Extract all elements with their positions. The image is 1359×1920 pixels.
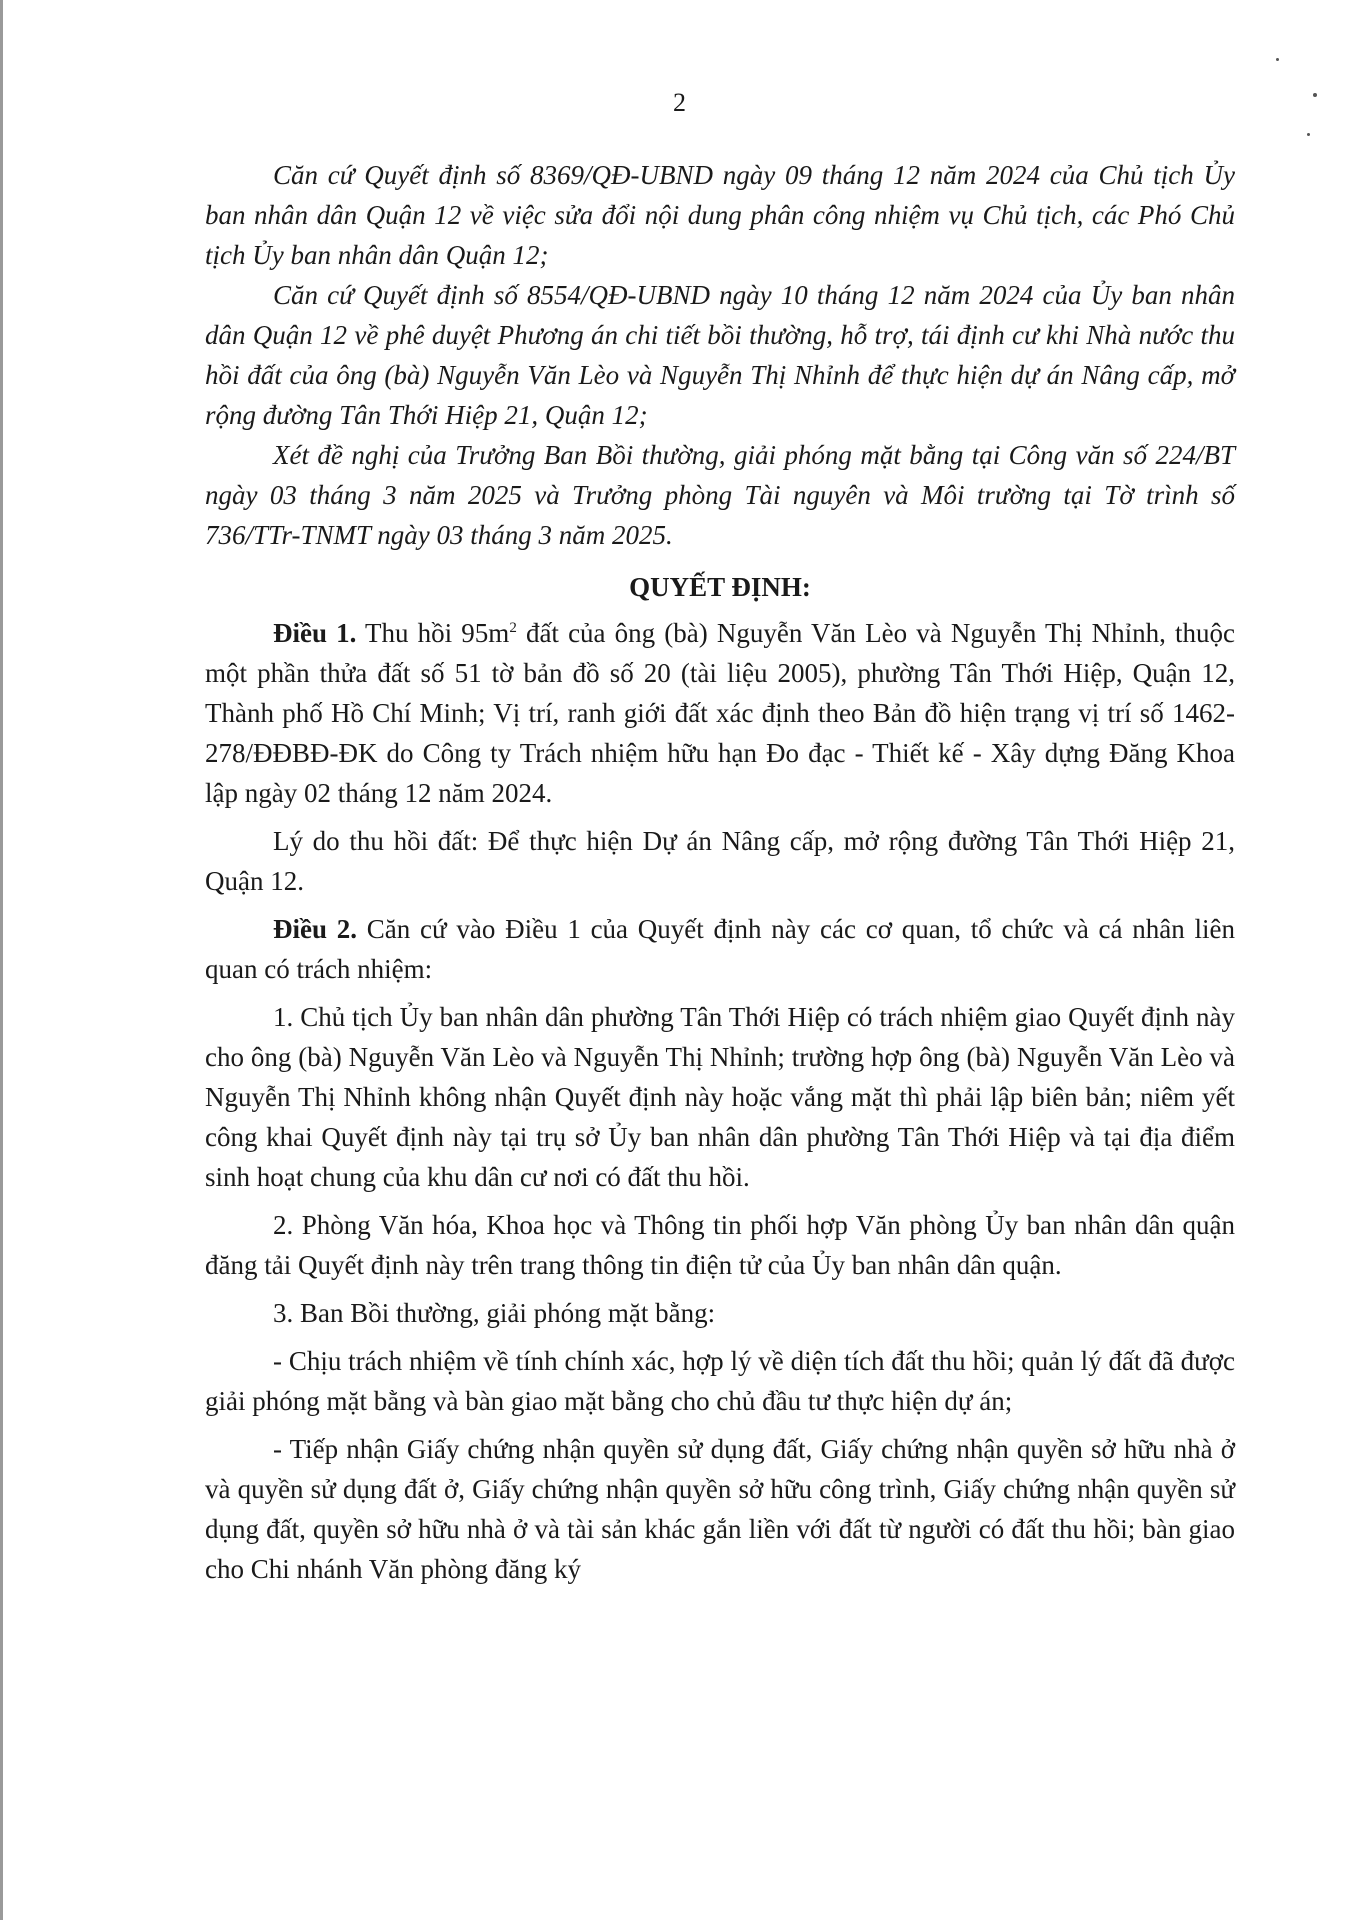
article-2-paragraph xyxy=(205,909,1235,989)
page-number: 2 xyxy=(673,88,686,117)
article-2-item: - Chịu trách nhiệm về tính chính xác, hợp lý về diện tích đất thu hồi; quản lý đất đã được giải phóng mặt bằng và bàn giao mặt bằng cho chủ đầu tư thực hiện dự án; xyxy=(205,1346,1235,1416)
scan-speck xyxy=(1276,58,1279,61)
preamble-paragraph: Căn cứ Quyết định số 8554/QĐ-UBND ngày 10 tháng 12 năm 2024 của Ủy ban nhân dân Quận 12 về phê duyệt Phương án chi tiết bồi thường, hỗ trợ, tái định cư khi Nhà nước thu hồi đất của ông (bà) Nguyễn Văn Lèo và Nguyễn Thị Nhỉnh để thực hiện dự án Nâng cấp, mở rộng đường Tân Thới Hiệp 21, Quận 12; xyxy=(205,280,1235,430)
article-1-text-end: đất của ông (bà) Nguyễn Văn Lèo và Nguyễn Thị Nhỉnh, thuộc một phần thửa đất số 51 tờ bản đồ số 20 (tài liệu 2005), phường Tân Thới Hiệp, Quận 12, Thành phố Hồ Chí Minh; Vị trí, ranh giới đất xác định theo Bản đồ hiện trạng vị trí số 1462-278/ĐĐBĐ-ĐK do Công ty Trách nhiệm hữu hạn Đo đạc - Thiết kế - Xây dựng Đăng Khoa lập ngày 02 tháng 12 năm 2024. xyxy=(205,618,1235,808)
article-2-item: 1. Chủ tịch Ủy ban nhân dân phường Tân Thới Hiệp có trách nhiệm giao Quyết định này cho ông (bà) Nguyễn Văn Lèo và Nguyễn Thị Nhỉnh; trường hợp ông (bà) Nguyễn Văn Lèo và Nguyễn Thị Nhỉnh không nhận Quyết định này hoặc vắng mặt thì phải lập biên bản; niêm yết công khai Quyết định này tại trụ sở Ủy ban nhân dân phường Tân Thới Hiệp và tại địa điểm sinh hoạt chung của khu dân cư nơi có đất thu hồi. xyxy=(205,1002,1235,1192)
article-1-label: Điều 1. xyxy=(273,618,357,648)
preamble-paragraph: Xét đề nghị của Trưởng Ban Bồi thường, giải phóng mặt bằng tại Công văn số 224/BT ngày 03 tháng 3 năm 2025 và Trưởng phòng Tài nguyên và Môi trường tại Tờ trình số 736/TTr-TNMT ngày 03 tháng 3 năm 2025. xyxy=(205,440,1235,550)
article-1-reason: Lý do thu hồi đất: Để thực hiện Dự án Nâng cấp, mở rộng đường Tân Thới Hiệp 21, Quận 12. xyxy=(205,826,1235,896)
scan-speck xyxy=(1307,133,1310,136)
article-2-text: Căn cứ vào Điều 1 của Quyết định này các cơ quan, tổ chức và cá nhân liên quan có trách nhiệm: xyxy=(205,914,1235,984)
article-2-item: - Tiếp nhận Giấy chứng nhận quyền sử dụng đất, Giấy chứng nhận quyền sở hữu nhà ở và quyền sử dụng đất ở, Giấy chứng nhận quyền sở hữu công trình, Giấy chứng nhận quyền sử dụng đất, quyền sở hữu nhà ở và tài sản khác gắn liền với đất từ người có đất thu hồi; bàn giao cho Chi nhánh Văn phòng đăng ký xyxy=(205,1434,1235,1584)
area-unit-superscript: 2 xyxy=(509,620,517,636)
document-body xyxy=(205,155,1235,1589)
decision-title: QUYẾT ĐỊNH: xyxy=(629,572,811,602)
preamble-paragraph: Căn cứ Quyết định số 8369/QĐ-UBND ngày 09 tháng 12 năm 2024 của Chủ tịch Ủy ban nhân dân Quận 12 về việc sửa đổi nội dung phân công nhiệm vụ Chủ tịch, các Phó Chủ tịch Ủy ban nhân dân Quận 12; xyxy=(205,160,1235,270)
article-2-label: Điều 2. xyxy=(273,914,357,944)
article-1-text-start: Thu hồi 95m xyxy=(356,618,510,648)
article-2-item: 2. Phòng Văn hóa, Khoa học và Thông tin phối hợp Văn phòng Ủy ban nhân dân quận đăng tải Quyết định này trên trang thông tin điện tử của Ủy ban nhân dân quận. xyxy=(205,1210,1235,1280)
scan-edge xyxy=(0,0,3,1920)
article-2-item: 3. Ban Bồi thường, giải phóng mặt bằng: xyxy=(273,1298,716,1328)
article-1-paragraph xyxy=(205,613,1235,813)
